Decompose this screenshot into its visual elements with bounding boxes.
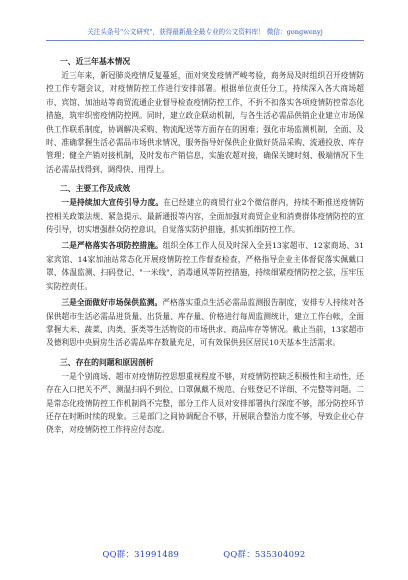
- paragraph-text: 在已经建立的商贸行业2个微信群内，持续不断推送疫情防控相关政策法规、紧急提示、最新通报等内容，全面加强对商贸企业和消费群体疫情防控的宣传引导，切实增强群众防控意识，自觉落实防护措施，抓实抓细防控工作。: [46, 198, 364, 235]
- page-header: 关注头条号"公文研究"，获得最新最全最专业的公文资料库！ 微信：gongwenyj: [46, 28, 364, 41]
- section-2-paragraph-2: [46, 239, 364, 293]
- section-3-paragraph-1: [46, 370, 364, 437]
- section-title-1: 一、近三年基本情况: [60, 57, 131, 66]
- document-body: [46, 55, 364, 437]
- section-title-3: 三、存在的问题和原因剖析: [60, 357, 154, 367]
- page-footer: [0, 548, 408, 560]
- paragraph-lead: 三是全面做好市场保供监测。: [61, 298, 163, 308]
- paragraph-text: 严格落实重点生活必需品监测报告制度，安排专人持续对各保供超市生活必需品进货量、出货量、库存量、价格进行每周监测统计，建立工作台帐，全面掌握大米、蔬菜、肉类、蛋类等生活物资的市场供求、商品库存等情况。截止当前，13家超市及德利思中央厨房生活必需品库存数量充足，可有效保供县区居民10天基本生活需求。: [46, 298, 364, 348]
- paragraph-text: 一是个别商场、超市对疫情防控思想重视程度不够，对疫情防控缺乏积极性和主动性，还存在入口把关不严、测温扫码不到位、口罩佩戴不规范、台账登记不详细、不完整等问题。二是常态化疫情防控工作机制尚不完整，部分工作人员对安排部署执行深度不够，部分防控环节还存在时断时续的现象。三是部门之间协调配合不够，开展联合整治力度不够，导致企业心存侥幸，对疫情防控工作持应付态度。: [46, 371, 364, 435]
- section-2-paragraph-1: [46, 196, 364, 236]
- qq-group-2: QQ群：535304092: [223, 549, 306, 559]
- paragraph-text: 组织全体工作人员及时深入全县13家超市、12家商场、31家宾馆、14家加油站常态化开展疫情防控工作督查检查，严格指导企业主体督促落实佩戴口罩、体温监测、扫码登记、"一米线"、消毒通风等防控措施，持续细紧疫情防控之弦，压牢压实防控责任。: [46, 241, 364, 291]
- paragraph-lead: 一是持续加大宣传引导力度。: [61, 198, 164, 208]
- paragraph-lead: 二是严格落实各项防控措施。: [61, 241, 163, 251]
- paragraph-text: 近三年来，新冠肺炎疫情反复蔓延，面对突发疫情严峻考验，商务局及时组织召开疫情防控工作专题会议，对疫情防控工作进行安排部署。根据单位责任分工，持续深入各大商场超市、宾馆、加油站等商贸流通企业督导检查疫情防控工作，不折不扣落实各项疫情防控常态化措施，筑牢织密疫情防控网。同时，建立政企联动机制，与各生活必需品供销企业建立市场保供工作联系制度，协调解决采购、物流配送等方面存在的困难；强化市场监测机制，全面、及时、准确掌握生活必需品市场供求情况，服务指导好保供企业做好货品采购、流通投放、库存管理；健全产销对接机制，及时发布产销信息，实施农超对接，确保关键时刻、极端情况下生活必需品找得到、调得快、用得上。: [46, 71, 364, 174]
- qq-group-1: QQ群：31991489: [102, 549, 180, 559]
- section-2-paragraph-3: [46, 296, 364, 350]
- section-1-paragraph-1: [46, 69, 364, 176]
- section-title-2: 二、主要工作及成效: [60, 184, 131, 194]
